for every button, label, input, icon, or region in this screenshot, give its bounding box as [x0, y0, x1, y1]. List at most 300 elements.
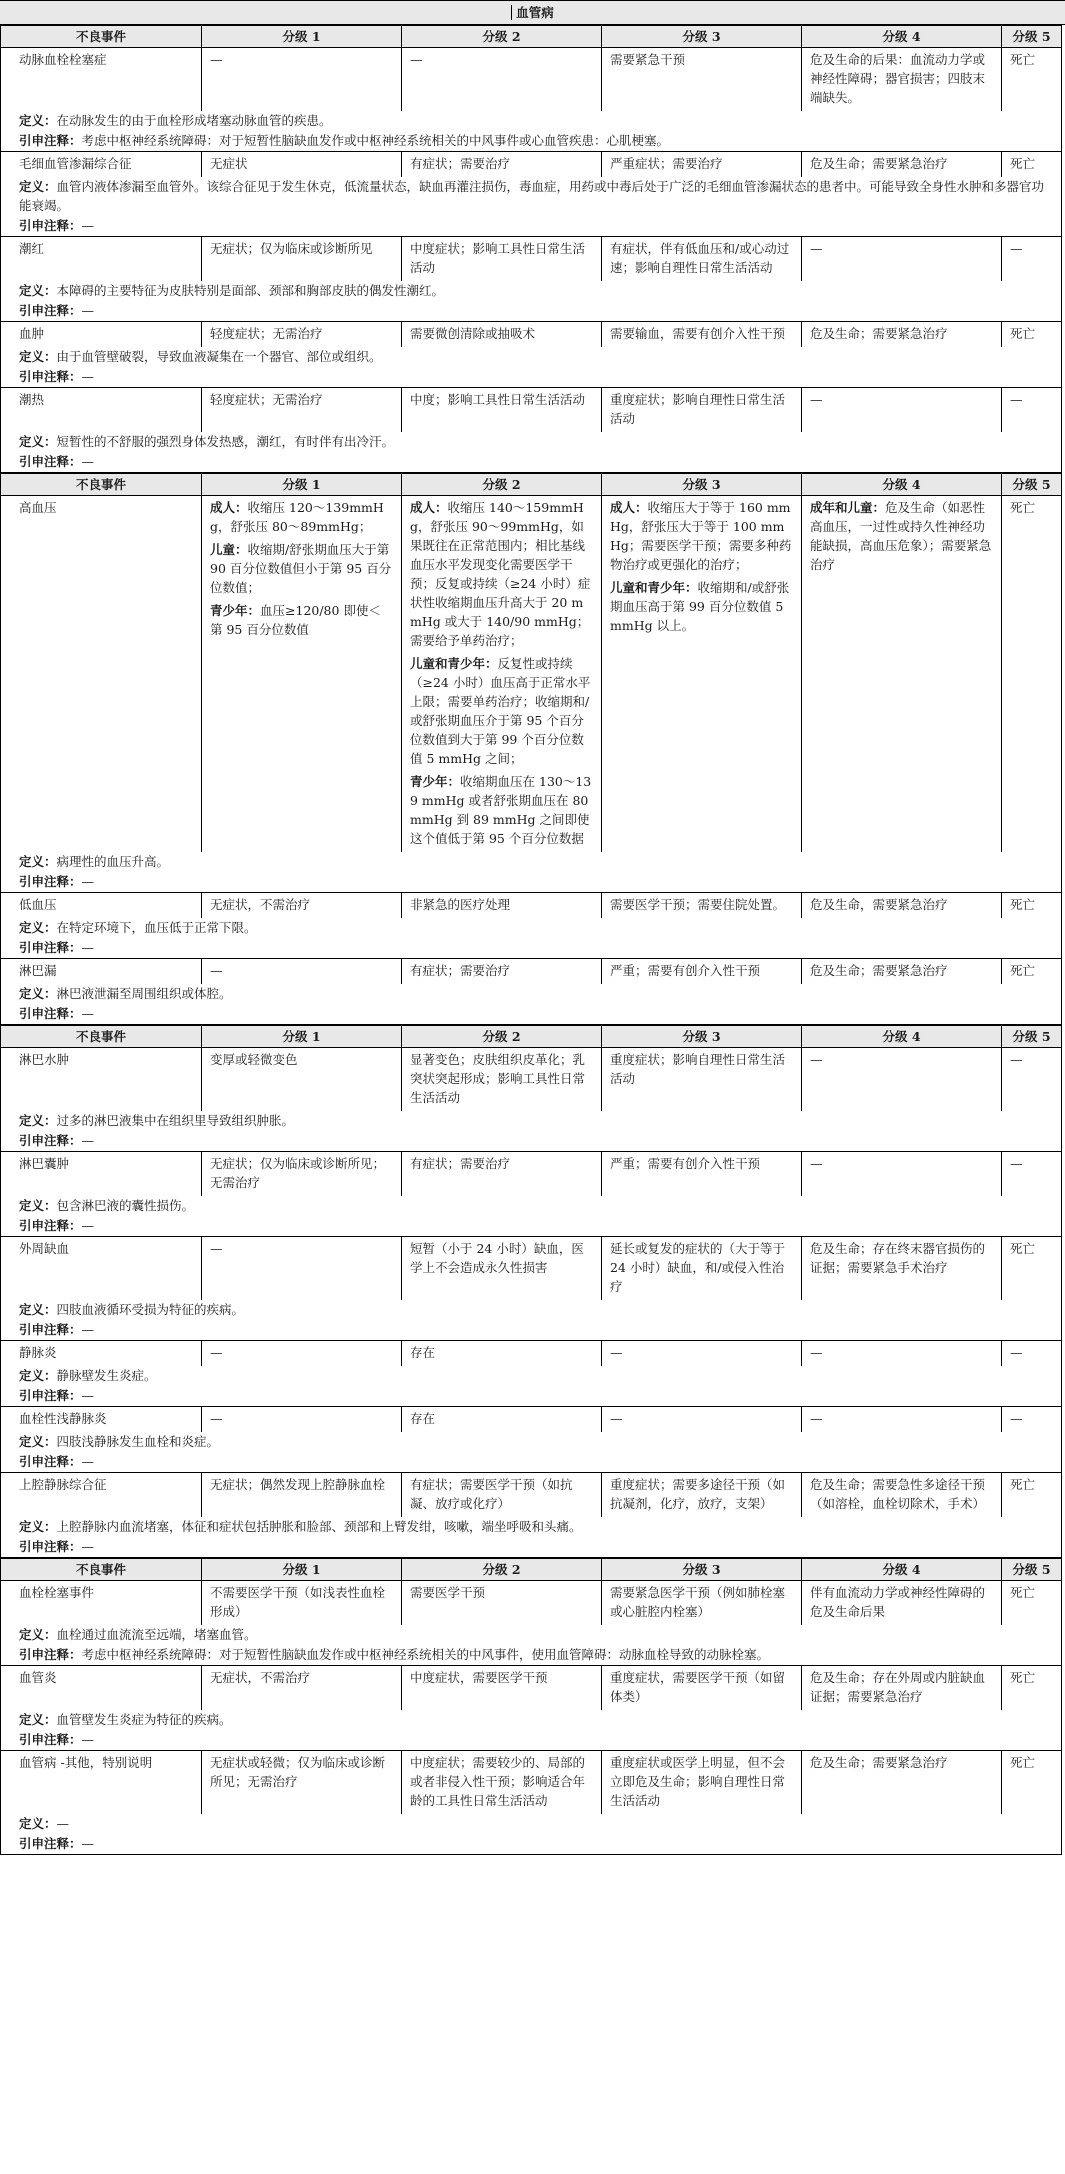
definition-line [1, 984, 1061, 1004]
event-name-cell: 毛细血管渗漏综合征 [19, 156, 132, 171]
note-label: 引申注释： [19, 940, 82, 955]
definition-line [1, 1814, 1061, 1834]
grade-cell: 严重症状；需要治疗 [601, 152, 801, 177]
grade-row [1, 959, 1061, 984]
grade-sub-lead: 成年和儿童： [810, 500, 886, 515]
note-line [1, 1216, 1061, 1236]
grade-cell: 无症状 [201, 152, 401, 177]
grade-cell: — [201, 1407, 401, 1432]
grade-cell: 死亡 [1001, 959, 1061, 984]
event-name-cell: 血管病 -其他，特别说明 [19, 1755, 153, 1770]
definition-text: 过多的淋巴液集中在组织里导致组织肿胀。 [56, 1113, 295, 1128]
definition-label: 定义： [19, 1434, 57, 1449]
note-label: 引申注释： [19, 133, 82, 148]
definition-text: 上腔静脉内血流堵塞，体征和症状包括肿胀和脸部、颈部和上臂发绀，咳嗽，端坐呼吸和头痛。 [56, 1519, 582, 1534]
note-line [1, 216, 1061, 236]
grade-row [1, 893, 1061, 918]
grade-cell: 中度症状，需要医学干预 [401, 1666, 601, 1710]
event-name-cell: 潮红 [19, 241, 45, 256]
definition-label: 定义： [19, 1198, 57, 1213]
definition-line [1, 281, 1061, 301]
event-name-cell: 血栓栓塞事件 [19, 1585, 95, 1600]
column-header: 不良事件 [75, 477, 126, 492]
event-name-cell: 淋巴囊肿 [19, 1156, 70, 1171]
event-name-cell: 血肿 [19, 326, 45, 341]
grade-sub-item [410, 654, 593, 768]
grade-cell: 死亡 [1001, 1666, 1061, 1710]
grade-cell: 危及生命；存在外周或内脏缺血证据；需要紧急治疗 [801, 1666, 1001, 1710]
table-section [0, 473, 1062, 1025]
grade-cell: 需要输血，需要有创介入性干预 [601, 322, 801, 347]
definition-label: 定义： [19, 113, 57, 128]
event-name-cell: 血管炎 [19, 1670, 57, 1685]
grade-cell: 危及生命；需要紧急治疗 [801, 152, 1001, 177]
grade-cell [201, 496, 401, 852]
definition-line [1, 1710, 1061, 1730]
adverse-event-entry [1, 1407, 1061, 1473]
definition-line [1, 852, 1061, 872]
grade-cell: 重度症状；影响自理性日常生活活动 [601, 1048, 801, 1111]
grade-cell: 伴有血流动力学或神经性障碍的危及生命后果 [801, 1581, 1001, 1625]
grade-sub-item [210, 498, 393, 536]
definition-text: 四肢血液循环受损为特征的疾病。 [56, 1302, 245, 1317]
definition-line [1, 1300, 1061, 1320]
grade-cell: 无症状或轻微；仅为临床或诊断所见；无需治疗 [201, 1751, 401, 1814]
column-header: 分级 5 [1001, 474, 1061, 495]
note-line [1, 1537, 1061, 1557]
table-section [0, 1025, 1062, 1558]
note-text: 考虑中枢神经系统障碍：对于短暂性脑缺血发作或中枢神经系统相关的中风事件，使用血管障碍：动脉血栓导致的动脉栓塞。 [81, 1647, 770, 1662]
grade-cell: 重度症状，需要医学干预（如留体类） [601, 1666, 801, 1710]
grade-cell: 非紧急的医疗处理 [401, 893, 601, 918]
note-text: — [81, 1539, 95, 1554]
grade-row [1, 496, 1061, 852]
adverse-event-entry [1, 496, 1061, 893]
definition-text: 由于血管壁破裂，导致血液凝集在一个器官、部位或组织。 [56, 349, 382, 364]
adverse-event-entry [1, 1341, 1061, 1407]
grade-cell: 死亡 [1001, 152, 1061, 177]
grade-cell: 重度症状；影响自理性日常生活活动 [601, 388, 801, 432]
definition-line [1, 432, 1061, 452]
grade-sub-lead: 成人： [410, 500, 448, 515]
definition-label: 定义： [19, 986, 57, 1001]
note-text: — [81, 1218, 95, 1233]
column-header: 分级 4 [801, 1559, 1001, 1580]
adverse-event-entry [1, 237, 1061, 322]
column-header: 分级 1 [201, 474, 401, 495]
grade-cell: 无症状；仅为临床或诊断所见；无需治疗 [201, 1152, 401, 1196]
note-line [1, 1730, 1061, 1750]
column-header: 不良事件 [75, 1562, 126, 1577]
column-header: 分级 4 [801, 474, 1001, 495]
column-header: 分级 3 [601, 26, 801, 47]
grade-sub-lead: 青少年： [410, 774, 461, 789]
note-label: 引申注释： [19, 1647, 82, 1662]
grade-sub-lead: 成人： [210, 500, 248, 515]
note-label: 引申注释： [19, 1322, 82, 1337]
grade-cell: 死亡 [1001, 1581, 1061, 1625]
grade-sub-item [210, 601, 393, 639]
grade-sub-item [410, 498, 593, 650]
note-label: 引申注释： [19, 1454, 82, 1469]
grade-row [1, 388, 1061, 432]
event-name-cell: 血栓性浅静脉炎 [19, 1411, 107, 1426]
grade-sub-lead: 儿童： [210, 542, 248, 557]
grade-cell: — [401, 48, 601, 111]
column-header: 分级 3 [601, 1026, 801, 1047]
grade-cell: 中度症状；需要较少的、局部的或者非侵入性干预；影响适合年龄的工具性日常生活活动 [401, 1751, 601, 1814]
grade-cell: — [801, 1048, 1001, 1111]
table-section [0, 25, 1062, 473]
definition-text: 血管壁发生炎症为特征的疾病。 [56, 1712, 232, 1727]
grade-cell: 需要医学干预 [401, 1581, 601, 1625]
definition-text: 包含淋巴液的囊性损伤。 [56, 1198, 195, 1213]
definition-label: 定义： [19, 1302, 57, 1317]
grade-row [1, 1666, 1061, 1710]
column-header: 分级 4 [801, 26, 1001, 47]
grade-cell: 严重；需要有创介入性干预 [601, 959, 801, 984]
grade-sub-item [410, 772, 593, 848]
grade-row [1, 237, 1061, 281]
grade-cell: — [801, 237, 1001, 281]
grade-sub-text: 收缩压大于等于 160 mmHg，舒张压大于等于 100 mmHg；需要医学干预；需要多种药物治疗或更强化的治疗； [610, 500, 792, 572]
note-text: — [81, 1006, 95, 1021]
grade-cell: 死亡 [1001, 1473, 1061, 1517]
column-header: 分级 5 [1001, 26, 1061, 47]
note-label: 引申注释： [19, 1006, 82, 1021]
grade-cell: 无症状，不需治疗 [201, 893, 401, 918]
column-header: 分级 2 [401, 26, 601, 47]
definition-line [1, 111, 1061, 131]
note-line [1, 131, 1061, 151]
grade-cell: — [801, 388, 1001, 432]
definition-line [1, 1366, 1061, 1386]
adverse-event-entry [1, 1237, 1061, 1341]
event-name-cell: 动脉血栓栓塞症 [19, 52, 107, 67]
grade-cell: 存在 [401, 1341, 601, 1366]
grade-sub-text: 危及生命（如恶性高血压，一过性或持久性神经功能缺损，高血压危象）；需要紧急治疗 [810, 500, 992, 572]
grade-sub-lead: 儿童和青少年： [410, 656, 498, 671]
table-header-row [1, 474, 1061, 496]
definition-line [1, 1196, 1061, 1216]
grade-cell: 无症状；仅为临床或诊断所见 [201, 237, 401, 281]
grade-cell: — [1001, 237, 1061, 281]
grading-tables [0, 25, 1065, 1855]
definition-text: 血栓通过血流流至远端，堵塞血管。 [56, 1627, 257, 1642]
note-label: 引申注释： [19, 454, 82, 469]
grade-cell: — [601, 1407, 801, 1432]
grade-row [1, 1152, 1061, 1196]
grade-cell: 死亡 [1001, 496, 1061, 852]
grade-cell: — [801, 1341, 1001, 1366]
definition-text: 本障碍的主要特征为皮肤特别是面部、颈部和胸部皮肤的偶发性潮红。 [56, 283, 445, 298]
column-header: 分级 4 [801, 1026, 1001, 1047]
grade-cell: 中度；影响工具性日常生活活动 [401, 388, 601, 432]
grade-sub-text: 收缩压 120～139mmHg，舒张压 80～89mmHg； [210, 500, 384, 534]
grade-row [1, 322, 1061, 347]
grade-row [1, 1581, 1061, 1625]
grade-cell: 有症状，伴有低血压和/或心动过速；影响自理性日常生活活动 [601, 237, 801, 281]
grade-cell: — [1001, 388, 1061, 432]
grade-cell: 需要紧急医学干预（例如肺栓塞或心脏腔内栓塞） [601, 1581, 801, 1625]
grade-cell: 危及生命的后果：血流动力学或神经性障碍；器官损害；四肢末端缺失。 [801, 48, 1001, 111]
column-header: 分级 1 [201, 1559, 401, 1580]
note-text: — [81, 1388, 95, 1403]
grade-cell: 中度症状；影响工具性日常生活活动 [401, 237, 601, 281]
table-section [0, 1558, 1062, 1855]
grade-row [1, 1237, 1061, 1300]
note-label: 引申注释： [19, 874, 82, 889]
note-text: — [81, 1836, 95, 1851]
note-label: 引申注释： [19, 1218, 82, 1233]
grade-row [1, 1751, 1061, 1814]
grade-cell: 危及生命；存在终末器官损伤的证据；需要紧急手术治疗 [801, 1237, 1001, 1300]
adverse-event-entry [1, 152, 1061, 237]
grade-row [1, 1473, 1061, 1517]
grade-cell: 死亡 [1001, 1237, 1061, 1300]
grade-sub-item [610, 578, 793, 635]
note-text: — [81, 1133, 95, 1148]
definition-text: 在特定环境下，血压低于正常下限。 [56, 920, 257, 935]
grade-row [1, 1341, 1061, 1366]
definition-label: 定义： [19, 1816, 57, 1831]
note-label: 引申注释： [19, 1133, 82, 1148]
grade-cell: 延长或复发的症状的（大于等于 24 小时）缺血，和/或侵入性治疗 [601, 1237, 801, 1300]
note-line [1, 367, 1061, 387]
grade-cell: 需要微创清除或抽吸术 [401, 322, 601, 347]
grade-cell: 有症状；需要治疗 [401, 1152, 601, 1196]
grade-cell: 轻度症状；无需治疗 [201, 322, 401, 347]
grade-sub-lead: 儿童和青少年： [610, 580, 698, 595]
column-header: 分级 1 [201, 26, 401, 47]
grade-sub-text: 反复性或持续（≥24 小时）血压高于正常水平上限；需要单药治疗；收缩期和/或舒张期血压介于第 95 个百分位数值到大于第 99 个百分位数值 5 mmHg 之间； [410, 656, 591, 766]
definition-label: 定义： [19, 854, 57, 869]
note-text: — [81, 303, 95, 318]
adverse-event-entry [1, 893, 1061, 959]
adverse-event-entry [1, 1152, 1061, 1237]
definition-label: 定义： [19, 1627, 57, 1642]
adverse-event-entry [1, 388, 1061, 472]
note-text: — [81, 940, 95, 955]
note-text: — [81, 218, 95, 233]
column-header: 不良事件 [75, 1029, 126, 1044]
column-header: 分级 2 [401, 1559, 601, 1580]
note-text: — [81, 454, 95, 469]
grade-cell: 危及生命；需要紧急治疗 [801, 322, 1001, 347]
event-name-cell: 静脉炎 [19, 1345, 57, 1360]
grade-cell [801, 496, 1001, 852]
grade-cell: 死亡 [1001, 1751, 1061, 1814]
grade-cell [601, 496, 801, 852]
grade-cell: 需要医学干预；需要住院处置。 [601, 893, 801, 918]
grade-cell: 存在 [401, 1407, 601, 1432]
grade-cell: — [801, 1152, 1001, 1196]
grade-cell: — [801, 1407, 1001, 1432]
grade-sub-text: 收缩压 140～159mmHg，舒张压 90～99mmHg，如果既往在正常范围内；相比基线血压水平发现变化需要医学干预；反复或持续（≥24 小时）症状性收缩期血压升高大于 20 mmHg 或大于 140/90 mmHg；需要给予单药治疗； [410, 500, 591, 648]
definition-label: 定义： [19, 1368, 57, 1383]
page-header [0, 0, 1065, 25]
grade-sub-text: 收缩期和/或舒张期血压高于第 99 百分位数值 5mmHg 以上。 [610, 580, 790, 633]
column-header: 分级 5 [1001, 1559, 1061, 1580]
page-title: 血管病 [511, 5, 554, 20]
grade-sub-text: 血压≥120/80 即使＜第 95 百分位数值 [210, 603, 381, 637]
adverse-event-entry [1, 1581, 1061, 1666]
grade-sub-lead: 青少年： [210, 603, 261, 618]
adverse-event-entry [1, 1473, 1061, 1557]
grade-row [1, 152, 1061, 177]
grade-cell: 重度症状或医学上明显，但不会立即危及生命；影响自理性日常生活活动 [601, 1751, 801, 1814]
note-label: 引申注释： [19, 1539, 82, 1554]
grade-cell: — [1001, 1152, 1061, 1196]
adverse-event-entry [1, 959, 1061, 1024]
grade-cell: 轻度症状；无需治疗 [201, 388, 401, 432]
adverse-event-entry [1, 1751, 1061, 1854]
note-text: — [81, 1732, 95, 1747]
note-text: — [81, 369, 95, 384]
event-name-cell: 淋巴漏 [19, 963, 57, 978]
note-text: — [81, 874, 95, 889]
column-header: 不良事件 [75, 29, 126, 44]
definition-label: 定义： [19, 179, 57, 194]
table-header-row [1, 1026, 1061, 1048]
definition-label: 定义： [19, 349, 57, 364]
grade-sub-item [210, 540, 393, 597]
event-name-cell: 潮热 [19, 392, 45, 407]
column-header: 分级 3 [601, 1559, 801, 1580]
event-name-cell: 高血压 [19, 500, 57, 515]
adverse-event-entry [1, 322, 1061, 388]
grade-sub-item [610, 498, 793, 574]
definition-label: 定义： [19, 434, 57, 449]
event-name-cell: 淋巴水肿 [19, 1052, 70, 1067]
column-header: 分级 2 [401, 474, 601, 495]
definition-line [1, 1111, 1061, 1131]
note-line [1, 301, 1061, 321]
definition-text: 血管内液体渗漏至血管外。该综合征见于发生休克，低流量状态，缺血再灌注损伤，毒血症，用药或中毒后处于广泛的毛细血管渗漏状态的患者中。可能导致全身性水肿和多器官功能衰竭。 [19, 179, 1045, 213]
definition-line [1, 177, 1061, 216]
note-line [1, 1452, 1061, 1472]
definition-text: 四肢浅静脉发生血栓和炎症。 [56, 1434, 220, 1449]
adverse-event-entry [1, 1666, 1061, 1751]
definition-text: 静脉壁发生炎症。 [56, 1368, 157, 1383]
grade-cell: 重度症状；需要多途径干预（如抗凝剂，化疗，放疗，支架） [601, 1473, 801, 1517]
note-line [1, 1645, 1061, 1665]
column-header: 分级 5 [1001, 1026, 1061, 1047]
grade-cell: 危及生命；需要紧急治疗 [801, 959, 1001, 984]
definition-label: 定义： [19, 1712, 57, 1727]
grade-cell: 危及生命；需要急性多途径干预（如溶栓，血栓切除术，手术） [801, 1473, 1001, 1517]
grade-cell: — [1001, 1048, 1061, 1111]
grade-cell: 有症状；需要医学干预（如抗凝、放疗或化疗） [401, 1473, 601, 1517]
grade-cell: 显著变色；皮肤组织皮革化；乳突状突起形成；影响工具性日常生活活动 [401, 1048, 601, 1111]
grade-cell: — [201, 959, 401, 984]
definition-line [1, 1432, 1061, 1452]
grade-sub-text: 收缩期/舒张期血压大于第 90 百分位数值但小于第 95 百分位数值； [210, 542, 392, 595]
event-name-cell: 低血压 [19, 897, 57, 912]
grade-cell: 有症状；需要治疗 [401, 152, 601, 177]
grade-cell: 无症状；偶然发现上腔静脉血栓 [201, 1473, 401, 1517]
definition-line [1, 1517, 1061, 1537]
note-text: — [81, 1454, 95, 1469]
grade-row [1, 1048, 1061, 1111]
event-name-cell: 上腔静脉综合征 [19, 1477, 107, 1492]
column-header: 分级 3 [601, 474, 801, 495]
grade-sub-item [810, 498, 993, 574]
grade-row [1, 48, 1061, 111]
definition-line [1, 347, 1061, 367]
grade-cell: 危及生命，需要紧急治疗 [801, 893, 1001, 918]
grade-cell: 有症状；需要治疗 [401, 959, 601, 984]
definition-label: 定义： [19, 1519, 57, 1534]
grade-cell: — [1001, 1407, 1061, 1432]
column-header: 分级 2 [401, 1026, 601, 1047]
note-line [1, 872, 1061, 892]
grade-cell: 需要紧急干预 [601, 48, 801, 111]
definition-text: 淋巴液泄漏至周围组织或体腔。 [56, 986, 232, 1001]
definition-text: 短暂性的不舒服的强烈身体发热感，潮红，有时伴有出冷汗。 [56, 434, 395, 449]
note-line [1, 1386, 1061, 1406]
note-label: 引申注释： [19, 369, 82, 384]
adverse-event-entry [1, 1048, 1061, 1152]
note-text: 考虑中枢神经系统障碍：对于短暂性脑缺血发作或中枢神经系统相关的中风事件或心血管疾患：心肌梗塞。 [81, 133, 670, 148]
note-line [1, 1320, 1061, 1340]
grade-cell: 危及生命；需要紧急治疗 [801, 1751, 1001, 1814]
definition-line [1, 1625, 1061, 1645]
grade-cell [401, 496, 601, 852]
definition-label: 定义： [19, 283, 57, 298]
grade-cell: — [1001, 1341, 1061, 1366]
note-line [1, 938, 1061, 958]
grade-cell: 死亡 [1001, 893, 1061, 918]
grade-cell: 死亡 [1001, 48, 1061, 111]
grade-cell: 变厚或轻微变色 [201, 1048, 401, 1111]
note-line [1, 1834, 1061, 1854]
note-line [1, 1131, 1061, 1151]
grade-row [1, 1407, 1061, 1432]
definition-text: — [56, 1816, 70, 1831]
grade-sub-text: 收缩期血压在 130～139 mmHg 或者舒张期血压在 80 mmHg 到 89 mmHg 之间即使这个值低于第 95 个百分位数据 [410, 774, 592, 846]
note-line [1, 452, 1061, 472]
definition-text: 病理性的血压升高。 [56, 854, 170, 869]
definition-line [1, 918, 1061, 938]
grade-cell: 不需要医学干预（如浅表性血栓形成） [201, 1581, 401, 1625]
grade-cell: — [201, 1237, 401, 1300]
grade-cell: — [201, 1341, 401, 1366]
note-label: 引申注释： [19, 218, 82, 233]
grade-cell: 严重；需要有创介入性干预 [601, 1152, 801, 1196]
table-header-row [1, 1559, 1061, 1581]
grade-cell: 短暂（小于 24 小时）缺血，医学上不会造成永久性损害 [401, 1237, 601, 1300]
table-header-row [1, 26, 1061, 48]
definition-label: 定义： [19, 1113, 57, 1128]
note-line [1, 1004, 1061, 1024]
note-label: 引申注释： [19, 1836, 82, 1851]
definition-text: 在动脉发生的由于血栓形成堵塞动脉血管的疾患。 [56, 113, 332, 128]
grade-sub-lead: 成人： [610, 500, 648, 515]
grade-cell: 死亡 [1001, 322, 1061, 347]
note-text: — [81, 1322, 95, 1337]
column-header: 分级 1 [201, 1026, 401, 1047]
event-name-cell: 外周缺血 [19, 1241, 70, 1256]
adverse-event-entry [1, 48, 1061, 152]
grade-cell: — [601, 1341, 801, 1366]
note-label: 引申注释： [19, 303, 82, 318]
grade-cell: — [201, 48, 401, 111]
note-label: 引申注释： [19, 1388, 82, 1403]
definition-label: 定义： [19, 920, 57, 935]
grade-cell: 无症状，不需治疗 [201, 1666, 401, 1710]
note-label: 引申注释： [19, 1732, 82, 1747]
